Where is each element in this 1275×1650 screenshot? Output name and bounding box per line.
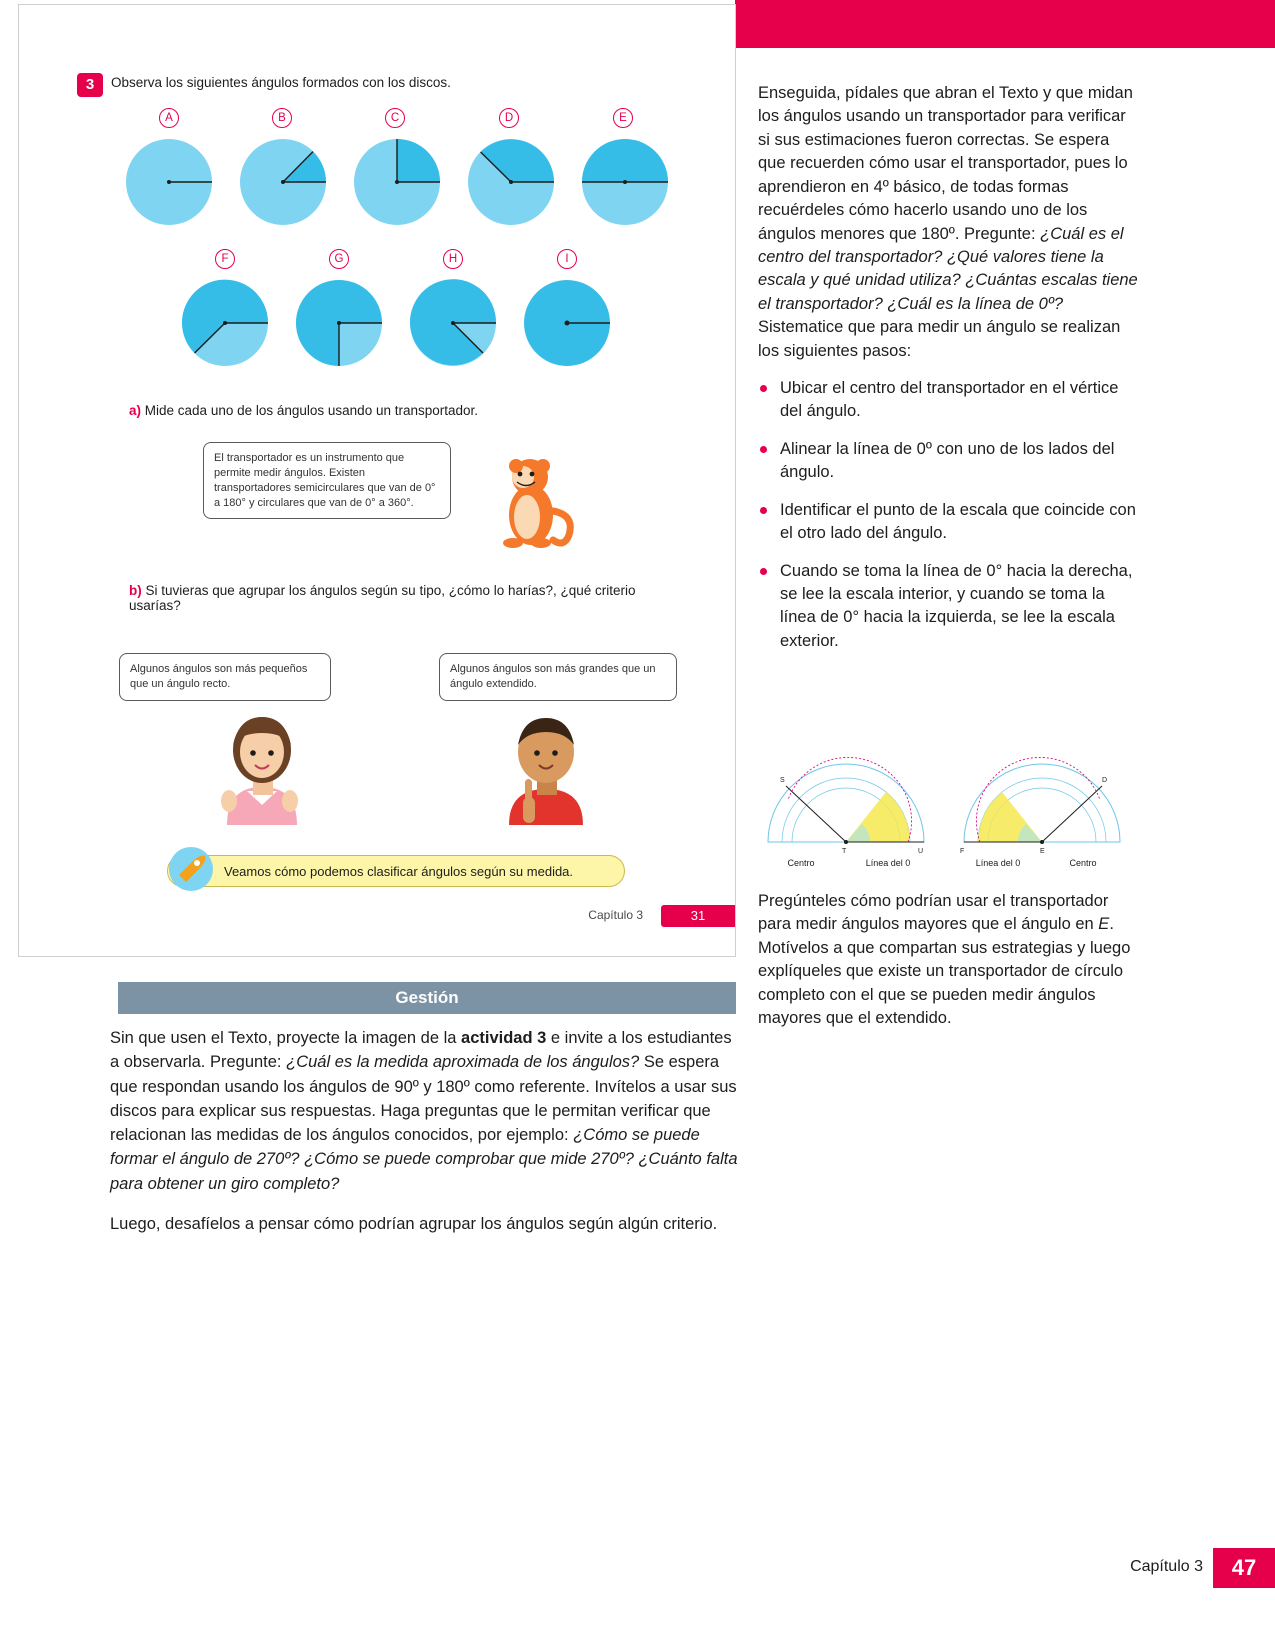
student-page-footer-chapter: Capítulo 3 — [588, 908, 643, 922]
svg-text:F: F — [960, 848, 965, 855]
svg-text:U: U — [918, 848, 924, 855]
kid-bubble-left: Algunos ángulos son más pequeños que un ángulo recto. — [119, 653, 331, 701]
question-a-text: Mide cada uno de los ángulos usando un transportador. — [144, 403, 479, 418]
right-intro — [758, 82, 1138, 363]
protractor-left-figure — [758, 756, 934, 860]
protractor-right-figure — [954, 756, 1130, 860]
right-intro-italic: ¿Cuál es el centro del transportador? ¿Qué valores tiene la escala y qué unidad utiliza? ¿Cuántas escalas tiene el transportador? ¿Cuál es la línea de 0º? — [758, 224, 1138, 313]
student-page-footer-number: 31 — [661, 905, 735, 927]
step-item-1: Ubicar el centro del transportador en el vértice del ángulo. — [758, 377, 1138, 424]
disc-label-g: G — [329, 249, 349, 269]
disc-b — [239, 138, 327, 226]
steps-list — [758, 377, 1138, 653]
disc-h — [409, 279, 497, 367]
protractor-figures — [758, 748, 1130, 878]
gestion-p1-italic2: ¿Cómo se puede formar el ángulo de 270º? ¿Cómo se puede comprobar que mide 270º? ¿Cuánto falta para obtener un giro completo? — [110, 1126, 738, 1193]
gestion-p1-text1: Sin que usen el Texto, proyecte la imagen de la — [110, 1029, 462, 1047]
header-accent-bar — [735, 0, 1275, 48]
question-b-marker: b) — [129, 583, 142, 598]
disc-label-c: C — [385, 108, 405, 128]
disc-d — [467, 138, 555, 226]
girl-illustration — [207, 705, 317, 830]
right-closing-text1: Pregúnteles cómo podrían usar el transportador para medir ángulos mayores que el ángulo en — [758, 892, 1109, 934]
disc-f — [181, 279, 269, 367]
info-bubble: El transportador es un instrumento que permite medir ángulos. Existen transportadores semicirculares que van de 0° a 180° y circulares que van de 0° a 360°. — [203, 442, 451, 519]
right-closing-text2: . Motívelos a que compartan sus estrategias y luego explíqueles que existe un transportador de círculo completo con el que se pueden medir ángulos mayores que el extendido. — [758, 915, 1131, 1028]
gestion-p1-text3: Se espera que respondan usando los ángulos de 90º y 180º como referente. Invítelos a usar sus discos para explicar sus respuestas. Haga preguntas que le permitan verificar que relacionan las medidas de los ángulos conocidos, por ejemplo: — [110, 1053, 737, 1144]
page-footer-number: 47 — [1213, 1548, 1275, 1588]
protractor-left-caption-center: Centro — [787, 858, 815, 868]
protractor-right-caption-zero: Línea del 0 — [975, 858, 1021, 868]
right-closing-paragraph — [758, 890, 1138, 1031]
note-text: Veamos cómo podemos clasificar ángulos según su medida. — [224, 863, 574, 879]
right-column — [758, 82, 1138, 667]
gestion-paragraph-2: Luego, desafíelos a pensar cómo podrían agrupar los ángulos según algún criterio. — [110, 1214, 718, 1233]
step-item-2: Alinear la línea de 0º con uno de los lados del ángulo. — [758, 438, 1138, 485]
activity-instruction: Observa los siguientes ángulos formados con los discos. — [111, 75, 451, 90]
step-item-3: Identificar el punto de la escala que coincide con el otro lado del ángulo. — [758, 499, 1138, 546]
svg-text:S: S — [780, 777, 785, 784]
protractor-right-caption-center: Centro — [1069, 858, 1097, 868]
svg-text:D: D — [1102, 777, 1108, 784]
mascot-illustration — [483, 453, 587, 549]
disc-label-d: D — [499, 108, 519, 128]
gestion-header: Gestión — [118, 982, 736, 1014]
note-strip — [167, 855, 625, 887]
question-b-text: Si tuvieras que agrupar los ángulos según su tipo, ¿cómo lo harías?, ¿qué criterio usarías? — [129, 583, 636, 613]
svg-text:E: E — [1040, 848, 1045, 855]
boy-illustration — [491, 705, 601, 830]
disc-e — [581, 138, 669, 226]
disc-c — [353, 138, 441, 226]
question-b — [129, 583, 649, 613]
gestion-body — [110, 1026, 740, 1252]
disc-label-h: H — [443, 249, 463, 269]
question-a-marker: a) — [129, 403, 142, 418]
disc-label-b: B — [272, 108, 292, 128]
disc-a — [125, 138, 213, 226]
gestion-paragraph-1 — [110, 1026, 740, 1196]
rocket-badge-icon — [167, 845, 215, 893]
right-closing — [758, 890, 1138, 1031]
activity-number-badge: 3 — [77, 73, 103, 97]
right-intro-text2: Sistematice que para medir un ángulo se realizan los siguientes pasos: — [758, 318, 1121, 360]
gestion-p1-bold: actividad 3 — [461, 1029, 547, 1047]
right-intro-text1: Enseguida, pídales que abran el Texto y que midan los ángulos usando un transportador para verificar si sus estimaciones fueron correctas. Se espera que recuerden cómo usar el transportador, pues lo aprendieron en 4º básico, de todas formas recuérdeles cómo hacerlo usando uno de los ángulos menores que 180º. Pregunte: — [758, 84, 1133, 243]
disc-g — [295, 279, 383, 367]
protractor-left-caption-zero: Línea del 0 — [865, 858, 911, 868]
svg-text:T: T — [842, 848, 847, 855]
disc-label-i: I — [557, 249, 577, 269]
page-footer-chapter: Capítulo 3 — [1130, 1558, 1203, 1575]
disc-label-e: E — [613, 108, 633, 128]
kid-bubble-right: Algunos ángulos son más grandes que un ángulo extendido. — [439, 653, 677, 701]
disc-i — [523, 279, 611, 367]
gestion-p1-text2: e invite a los estudiantes a observarla. Pregunte: — [110, 1029, 732, 1072]
question-a — [129, 403, 478, 418]
disc-label-a: A — [159, 108, 179, 128]
step-item-4: Cuando se toma la línea de 0° hacia la derecha, se lee la escala interior, y cuando se toma la línea de 0° hacia la izquierda, se lee la escala exterior. — [758, 560, 1138, 654]
right-closing-italic: E — [1098, 915, 1110, 934]
disc-label-f: F — [215, 249, 235, 269]
gestion-p1-italic1: ¿Cuál es la medida aproximada de los ángulos? — [286, 1053, 640, 1072]
student-page-preview — [18, 4, 736, 957]
